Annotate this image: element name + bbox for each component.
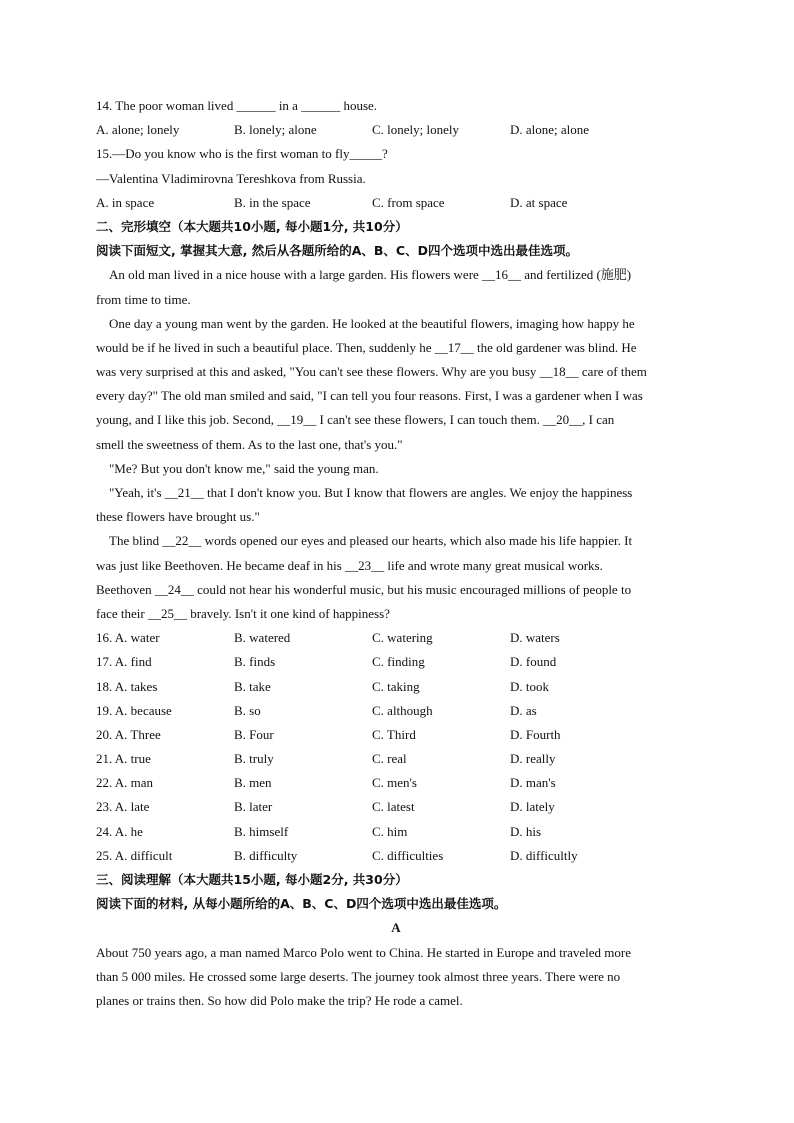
cloze-passage bbox=[96, 263, 696, 626]
passage-line: was just like Beethoven. He became deaf in his __23__ life and wrote many great musical works. bbox=[96, 557, 603, 573]
q15-options bbox=[96, 191, 696, 215]
passage-line: every day?" The old man smiled and said, "I can tell you four reasons. First, I was a gardener when I was bbox=[96, 388, 643, 404]
passage-line: "Me? But you don't know me," said the young man. bbox=[109, 460, 379, 476]
passage-line: "Yeah, it's __21__ that I don't know you. But I know that flowers are angles. We enjoy the happiness bbox=[109, 485, 633, 500]
option-a: A. in space bbox=[96, 194, 155, 210]
option-b: B. men bbox=[234, 775, 272, 791]
option-a: 22. A. man bbox=[96, 775, 154, 791]
option-d: D. Fourth bbox=[510, 726, 561, 742]
q14-options bbox=[96, 118, 696, 142]
option-d: D. at space bbox=[510, 194, 568, 210]
section2-instruction: 阅读下面短文, 掌握其大意, 然后从各题所给的A、B、C、D四个选项中选出最佳选项。 bbox=[96, 243, 578, 259]
passage-line: was very surprised at this and asked, "You can't see these flowers. Why are you busy __18__ care of them bbox=[96, 364, 647, 380]
option-d: D. really bbox=[510, 751, 556, 767]
passage-line: One day a young man went by the garden. He looked at the beautiful flowers, imaging how happy he bbox=[109, 315, 635, 331]
option-a: 16. A. water bbox=[96, 630, 160, 646]
option-b: B. in the space bbox=[234, 194, 311, 210]
passage-line: An old man lived in a nice house with a large garden. His flowers were __16__ and fertilized (施肥) bbox=[109, 267, 632, 283]
passage-line: face their __25__ bravely. Isn't it one kind of happiness? bbox=[96, 605, 390, 621]
option-b: B. later bbox=[234, 799, 273, 815]
option-b: B. finds bbox=[234, 654, 276, 670]
passage-line: would be if he lived in such a beautiful place. Then, suddenly he __17__ the old gardener was blind. He bbox=[96, 339, 637, 355]
passage-line: The blind __22__ words opened our eyes and pleased our hearts, which also made his life happier. It bbox=[109, 533, 633, 549]
section2-title: 二、完形填空（本大题共10小题, 每小题1分, 共10分） bbox=[96, 218, 408, 234]
passage-line: smell the sweetness of them. As to the last one, that's you." bbox=[96, 436, 403, 452]
cloze-option-row bbox=[96, 844, 696, 868]
passage-line: these flowers have brought us." bbox=[96, 509, 260, 525]
cloze-option-row bbox=[96, 650, 696, 674]
cloze-options bbox=[96, 626, 696, 868]
cloze-option-row bbox=[96, 626, 696, 650]
option-d: D. lately bbox=[510, 799, 555, 815]
option-b: B. lonely; alone bbox=[234, 122, 317, 138]
cloze-option-row bbox=[96, 675, 696, 699]
passage-line: young, and I like this job. Second, __19__ I can't see these flowers, I can touch them. __20__, I can bbox=[96, 412, 615, 428]
reading-part-label: A bbox=[391, 920, 401, 936]
cloze-option-row bbox=[96, 820, 696, 844]
q14-stem: 14. The poor woman lived ______ in a ______ house. bbox=[96, 98, 378, 113]
option-c: C. men's bbox=[372, 775, 417, 791]
cloze-option-row bbox=[96, 771, 696, 795]
option-a: 17. A. find bbox=[96, 654, 152, 670]
option-d: D. as bbox=[510, 702, 537, 718]
option-d: D. alone; alone bbox=[510, 122, 590, 138]
option-d: D. difficultly bbox=[510, 847, 578, 863]
option-d: D. his bbox=[510, 823, 542, 839]
option-b: B. truly bbox=[234, 751, 274, 767]
option-a: 24. A. he bbox=[96, 823, 143, 839]
option-c: C. him bbox=[372, 823, 408, 839]
q15-stem: 15.—Do you know who is the first woman to fly_____? bbox=[96, 146, 388, 162]
exam-page bbox=[96, 94, 696, 1013]
option-a: 18. A. takes bbox=[96, 678, 158, 694]
option-c: C. although bbox=[372, 702, 433, 718]
cloze-option-row bbox=[96, 795, 696, 819]
reading-line: About 750 years ago, a man named Marco Polo went to China. He started in Europe and traveled more bbox=[96, 944, 632, 960]
option-c: C. Third bbox=[372, 726, 416, 742]
option-d: D. waters bbox=[510, 630, 560, 646]
option-d: D. took bbox=[510, 678, 549, 694]
option-d: D. man's bbox=[510, 775, 556, 791]
option-b: B. himself bbox=[234, 823, 289, 839]
option-a: 23. A. late bbox=[96, 799, 150, 815]
reading-line: than 5 000 miles. He crossed some large deserts. The journey took almost three years. There were no bbox=[96, 968, 621, 984]
option-c: C. from space bbox=[372, 194, 445, 210]
reading-line: planes or trains then. So how did Polo make the trip? He rode a camel. bbox=[96, 992, 463, 1008]
option-b: B. take bbox=[234, 678, 271, 694]
q15-answer: —Valentina Vladimirovna Tereshkova from Russia. bbox=[96, 170, 366, 186]
option-d: D. found bbox=[510, 654, 557, 670]
option-a: 21. A. true bbox=[96, 751, 151, 767]
option-c: C. watering bbox=[372, 630, 433, 646]
option-a: A. alone; lonely bbox=[96, 122, 180, 138]
option-a: 20. A. Three bbox=[96, 726, 161, 742]
passage-line: from time to time. bbox=[96, 291, 191, 307]
option-b: B. so bbox=[234, 702, 261, 718]
option-b: B. Four bbox=[234, 726, 274, 742]
section3-instruction: 阅读下面的材料, 从每小题所给的A、B、C、D四个选项中选出最佳选项。 bbox=[96, 896, 507, 912]
option-c: C. real bbox=[372, 751, 407, 767]
cloze-option-row bbox=[96, 747, 696, 771]
option-c: C. finding bbox=[372, 654, 425, 670]
option-a: 19. A. because bbox=[96, 702, 172, 718]
cloze-option-row bbox=[96, 723, 696, 747]
option-c: C. taking bbox=[372, 678, 420, 694]
cloze-option-row bbox=[96, 699, 696, 723]
option-a: 25. A. difficult bbox=[96, 847, 173, 863]
option-c: C. lonely; lonely bbox=[372, 122, 460, 138]
option-b: B. difficulty bbox=[234, 847, 298, 863]
option-c: C. difficulties bbox=[372, 847, 444, 863]
option-b: B. watered bbox=[234, 630, 291, 646]
option-c: C. latest bbox=[372, 799, 415, 815]
section3-title: 三、阅读理解（本大题共15小题, 每小题2分, 共30分） bbox=[96, 872, 408, 887]
passage-line: Beethoven __24__ could not hear his wonderful music, but his music encouraged millions of people to bbox=[96, 581, 632, 597]
